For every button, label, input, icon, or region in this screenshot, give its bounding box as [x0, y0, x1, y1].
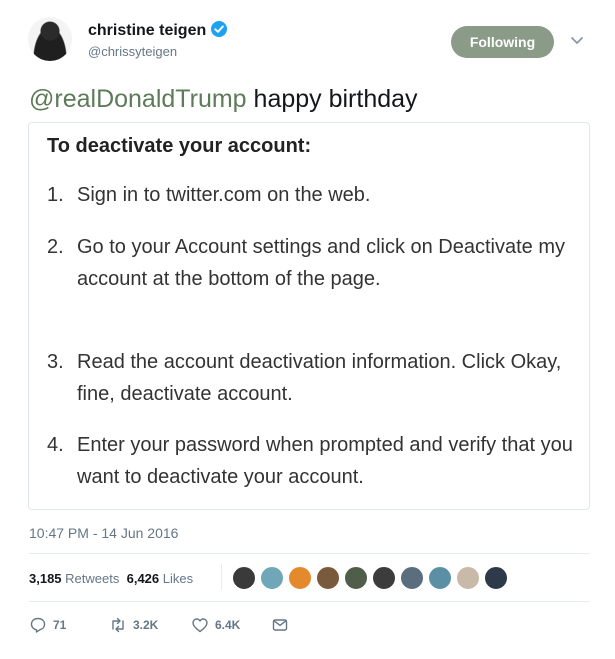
user-avatar[interactable]: [28, 17, 72, 61]
envelope-icon: [271, 616, 289, 634]
heart-icon: [191, 616, 209, 634]
user-handle[interactable]: @chrissyteigen: [88, 44, 178, 59]
like-button[interactable]: [191, 615, 240, 635]
liker-avatar-3[interactable]: [288, 566, 312, 590]
divider: [29, 553, 589, 554]
verified-badge-icon: [211, 21, 227, 37]
step-number: 4.: [47, 434, 64, 456]
like-count: 6.4K: [215, 618, 241, 632]
chevron-down-icon[interactable]: [570, 36, 584, 46]
step-number: 2.: [47, 236, 64, 258]
retweets-label[interactable]: Retweets: [65, 571, 120, 586]
tweet-media-card[interactable]: [28, 122, 590, 510]
step-1: [47, 179, 577, 211]
likes-stat[interactable]: [127, 571, 194, 586]
liker-avatar-7[interactable]: [400, 566, 424, 590]
mention-link[interactable]: @realDonaldTrump: [29, 85, 247, 113]
reply-button[interactable]: [29, 615, 66, 635]
tweet-stats: [29, 571, 193, 586]
retweet-button[interactable]: [109, 615, 158, 635]
liker-avatar-8[interactable]: [428, 566, 452, 590]
tweet-timestamp[interactable]: 10:47 PM - 14 Jun 2016: [29, 525, 179, 541]
step-text: Go to your Account settings and click on Deactivate my account at the bottom of the page.: [77, 236, 566, 290]
step-number: 1.: [47, 184, 64, 206]
user-name[interactable]: christine teigen: [88, 22, 207, 39]
retweet-icon: [109, 616, 127, 634]
liker-avatar-10[interactable]: [484, 566, 508, 590]
step-4: [47, 429, 577, 493]
retweets-stat[interactable]: [29, 571, 119, 586]
step-text: Sign in to twitter.com on the web.: [77, 184, 371, 206]
user-name-row[interactable]: [88, 21, 227, 40]
likes-label[interactable]: Likes: [162, 571, 194, 586]
card-heading: To deactivate your account:: [47, 135, 312, 157]
liker-avatar-6[interactable]: [372, 566, 396, 590]
stats-divider: [221, 564, 222, 590]
reply-count: 71: [53, 618, 67, 632]
liker-avatar-9[interactable]: [456, 566, 480, 590]
liker-avatar-1[interactable]: [232, 566, 256, 590]
following-button[interactable]: Following: [451, 26, 554, 58]
liker-avatar-5[interactable]: [344, 566, 368, 590]
step-2: [47, 231, 577, 295]
tweet-body: happy birthday: [246, 85, 418, 113]
step-3: [47, 346, 577, 410]
step-text: Read the account deactivation information. Click Okay, fine, deactivate account.: [77, 351, 562, 405]
retweets-count[interactable]: 3,185: [29, 571, 62, 586]
direct-message-button[interactable]: [271, 615, 289, 635]
divider: [29, 601, 589, 602]
tweet-text: [29, 84, 418, 114]
liker-avatar-2[interactable]: [260, 566, 284, 590]
liker-avatar-4[interactable]: [316, 566, 340, 590]
likes-count[interactable]: 6,426: [126, 571, 160, 586]
step-text: Enter your password when prompted and verify that you want to deactivate your account.: [77, 434, 573, 488]
step-number: 3.: [47, 351, 64, 373]
retweet-count: 3.2K: [133, 618, 159, 632]
reply-icon: [29, 616, 47, 634]
